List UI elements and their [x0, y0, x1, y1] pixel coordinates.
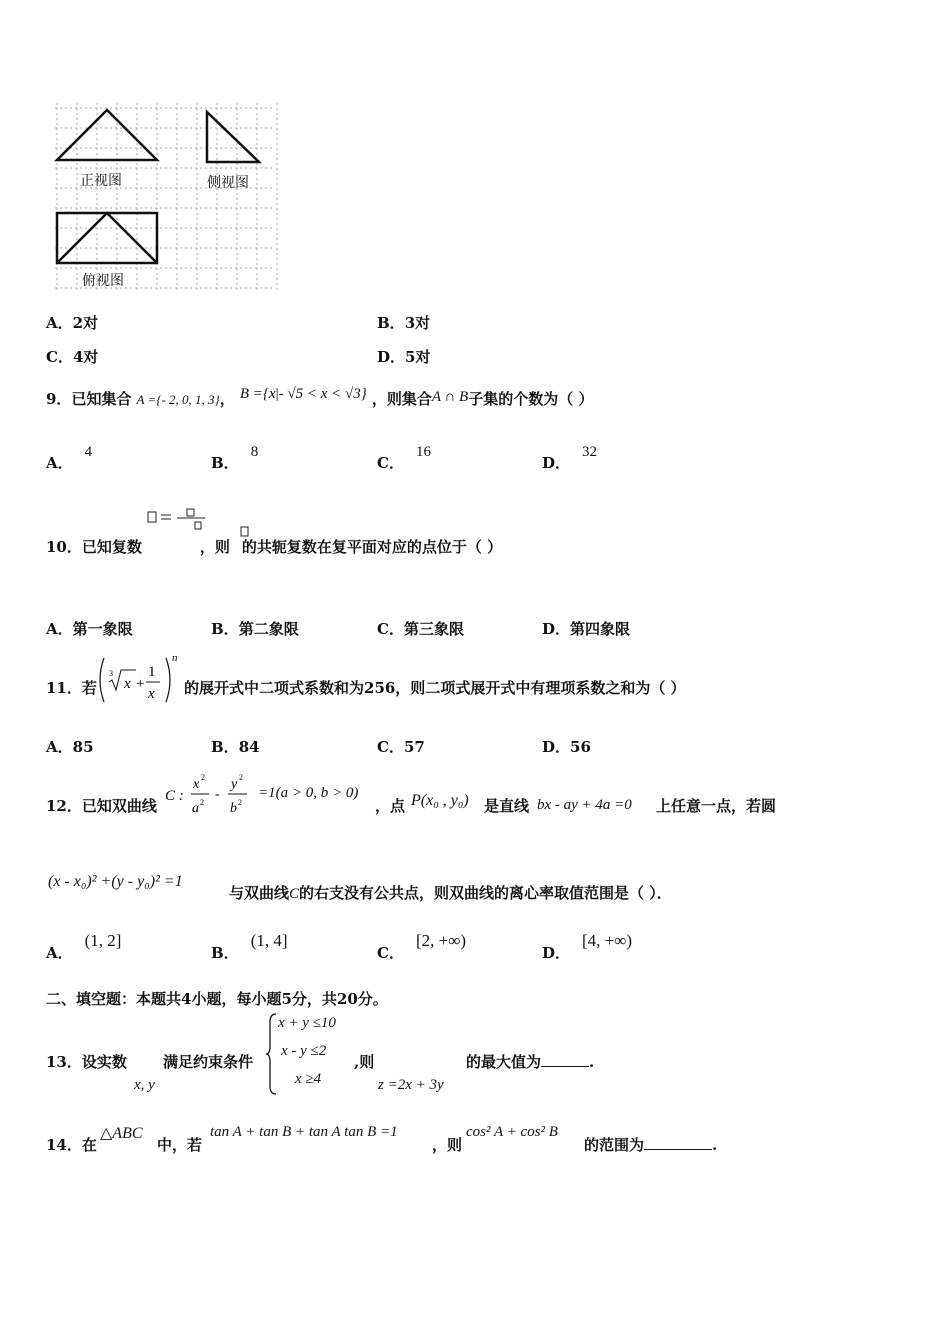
- svg-text:1: 1: [148, 664, 156, 680]
- q12-stem-4: 上任意一点，若圆: [656, 797, 777, 815]
- q10-option-d: D．第四象限: [542, 620, 631, 638]
- q10-option-a: A．第一象限: [46, 620, 133, 638]
- side-view-shape: [207, 112, 259, 162]
- top-view-lines: [57, 213, 157, 263]
- q12-point: P(x₀ , y₀): [411, 792, 469, 809]
- q9-number: 9．: [46, 390, 72, 408]
- svg-text:2: 2: [238, 798, 242, 807]
- q11-option-c: C．57: [377, 738, 425, 756]
- svg-text:-: -: [215, 787, 220, 802]
- q12-hyperbola-equation: [163, 768, 273, 820]
- q10-stem: 10．已知复数 ，则 的共轭复数在复平面对应的点位于（ ）: [46, 538, 503, 556]
- q10-number: 10．: [46, 538, 82, 556]
- q11-lead: 11．若: [46, 679, 97, 697]
- q12-option-c: C．[2, +∞): [377, 931, 466, 962]
- q13-constraint-1: x + y ≤10: [278, 1015, 336, 1031]
- q12-number: 12．: [46, 797, 82, 815]
- q9-option-d: D．32: [542, 444, 598, 472]
- svg-text:a: a: [192, 801, 199, 816]
- q9-option-c: C．16: [377, 444, 431, 472]
- q14-condition: tan A + tan B + tan A tan B =1: [210, 1124, 398, 1140]
- top-view-label: 俯视图: [82, 273, 124, 289]
- three-view-figure: [45, 98, 295, 296]
- q8-option-c: C．4对: [46, 348, 99, 366]
- q10-formula-image: [147, 506, 207, 532]
- q14-answer-blank: [644, 1149, 712, 1150]
- q13-vars: x, y: [134, 1077, 155, 1093]
- q12-stem-3: 是直线: [484, 797, 530, 815]
- q11-number: 11．: [46, 679, 82, 697]
- q12-lead: 12．已知双曲线: [46, 797, 157, 815]
- q12-condition: =1(a > 0, b > 0): [258, 785, 359, 801]
- svg-text:b: b: [230, 801, 237, 816]
- front-view-label: 正视图: [80, 173, 122, 189]
- q8-option-d: D．5对: [377, 348, 431, 366]
- q13-stem-3: ,则: [354, 1053, 375, 1071]
- q14-lead: 14．在: [46, 1136, 97, 1154]
- svg-text:y: y: [231, 777, 238, 792]
- svg-text:2: 2: [201, 773, 205, 782]
- q9-intersection: A ∩ B: [431, 389, 469, 405]
- grid-lines: [55, 103, 277, 293]
- q13-number: 13．: [46, 1053, 82, 1071]
- q12-option-b: B．(1, 4]: [211, 931, 288, 962]
- svg-text:x: x: [148, 686, 155, 702]
- q9-option-a: A．4: [46, 444, 93, 472]
- svg-text:2: 2: [239, 773, 243, 782]
- q13-lead: 13．设实数: [46, 1053, 127, 1071]
- q11-option-b: B．84: [211, 738, 260, 756]
- q13-answer-blank: [541, 1066, 589, 1067]
- q12-option-d: D．[4, +∞): [542, 931, 633, 962]
- svg-text:x: x: [124, 676, 131, 692]
- q13-constraint-2: x - y ≤2: [281, 1043, 327, 1059]
- q12-circle: (x - x₀)² +(y - y₀)² =1: [48, 873, 183, 890]
- q11-binomial-expression: [96, 652, 182, 708]
- svg-text:2: 2: [200, 798, 204, 807]
- q12-stem-2: ，点: [375, 797, 406, 815]
- q14-stem-4: 的范围为 .: [584, 1136, 718, 1154]
- q12-curve: C: [289, 886, 300, 902]
- q12-option-a: A．(1, 2]: [46, 931, 122, 962]
- q9-option-b: B．8: [211, 444, 259, 472]
- q14-expression: cos² A + cos² B: [466, 1124, 558, 1140]
- top-view-rect: [57, 213, 157, 263]
- q9-set-a: A ={- 2, 0, 1, 3}: [136, 392, 220, 407]
- q10-option-c: C．第三象限: [377, 620, 464, 638]
- q12-line: bx - ay + 4a =0: [537, 797, 632, 813]
- q8-option-a: A．2对: [46, 314, 99, 332]
- q11-option-d: D．56: [542, 738, 591, 756]
- q11-exponent: n: [172, 652, 178, 664]
- q10-option-b: B．第二象限: [211, 620, 299, 638]
- svg-text:3: 3: [109, 669, 113, 678]
- q14-stem-3: ，则: [432, 1136, 463, 1154]
- q14-stem-2: 中，若: [157, 1136, 203, 1154]
- q11-option-a: A．85: [46, 738, 94, 756]
- q12-stem-5: 与双曲线C的右支没有公共点，则双曲线的离心率取值范围是（ ）．: [229, 884, 672, 902]
- q13-stem-2: 满足约束条件: [163, 1053, 254, 1071]
- side-view-label: 侧视图: [207, 175, 249, 191]
- q13-stem-4: 的最大值为 .: [466, 1053, 595, 1071]
- front-view-shape: [57, 110, 157, 160]
- q13-brace: [266, 1012, 278, 1096]
- q9-set-b: B ={x|- √5 < x < √3}: [239, 386, 367, 402]
- q13-objective: z =2x + 3y: [378, 1077, 444, 1093]
- svg-text:x: x: [193, 777, 200, 792]
- section-heading: 二、填空题：本题共4小题，每小题5分，共20分。: [46, 990, 388, 1008]
- q14-triangle: △ABC: [100, 1125, 143, 1142]
- q11-stem: 的展开式中二项式系数和为256，则二项式展开式中有理项系数之和为（ ）: [184, 679, 686, 697]
- svg-text:C :: C :: [165, 788, 184, 804]
- svg-text:+: +: [136, 676, 145, 692]
- q14-number: 14．: [46, 1136, 82, 1154]
- q13-constraint-3: x ≥4: [295, 1071, 322, 1087]
- q9-stem: 9．已知集合 A ={- 2, 0, 1, 3}， B ={x|- √5 < x < √3} ，则集合A ∩ B子集的个数为（ ）: [46, 386, 594, 408]
- q8-option-b: B．3对: [377, 314, 431, 332]
